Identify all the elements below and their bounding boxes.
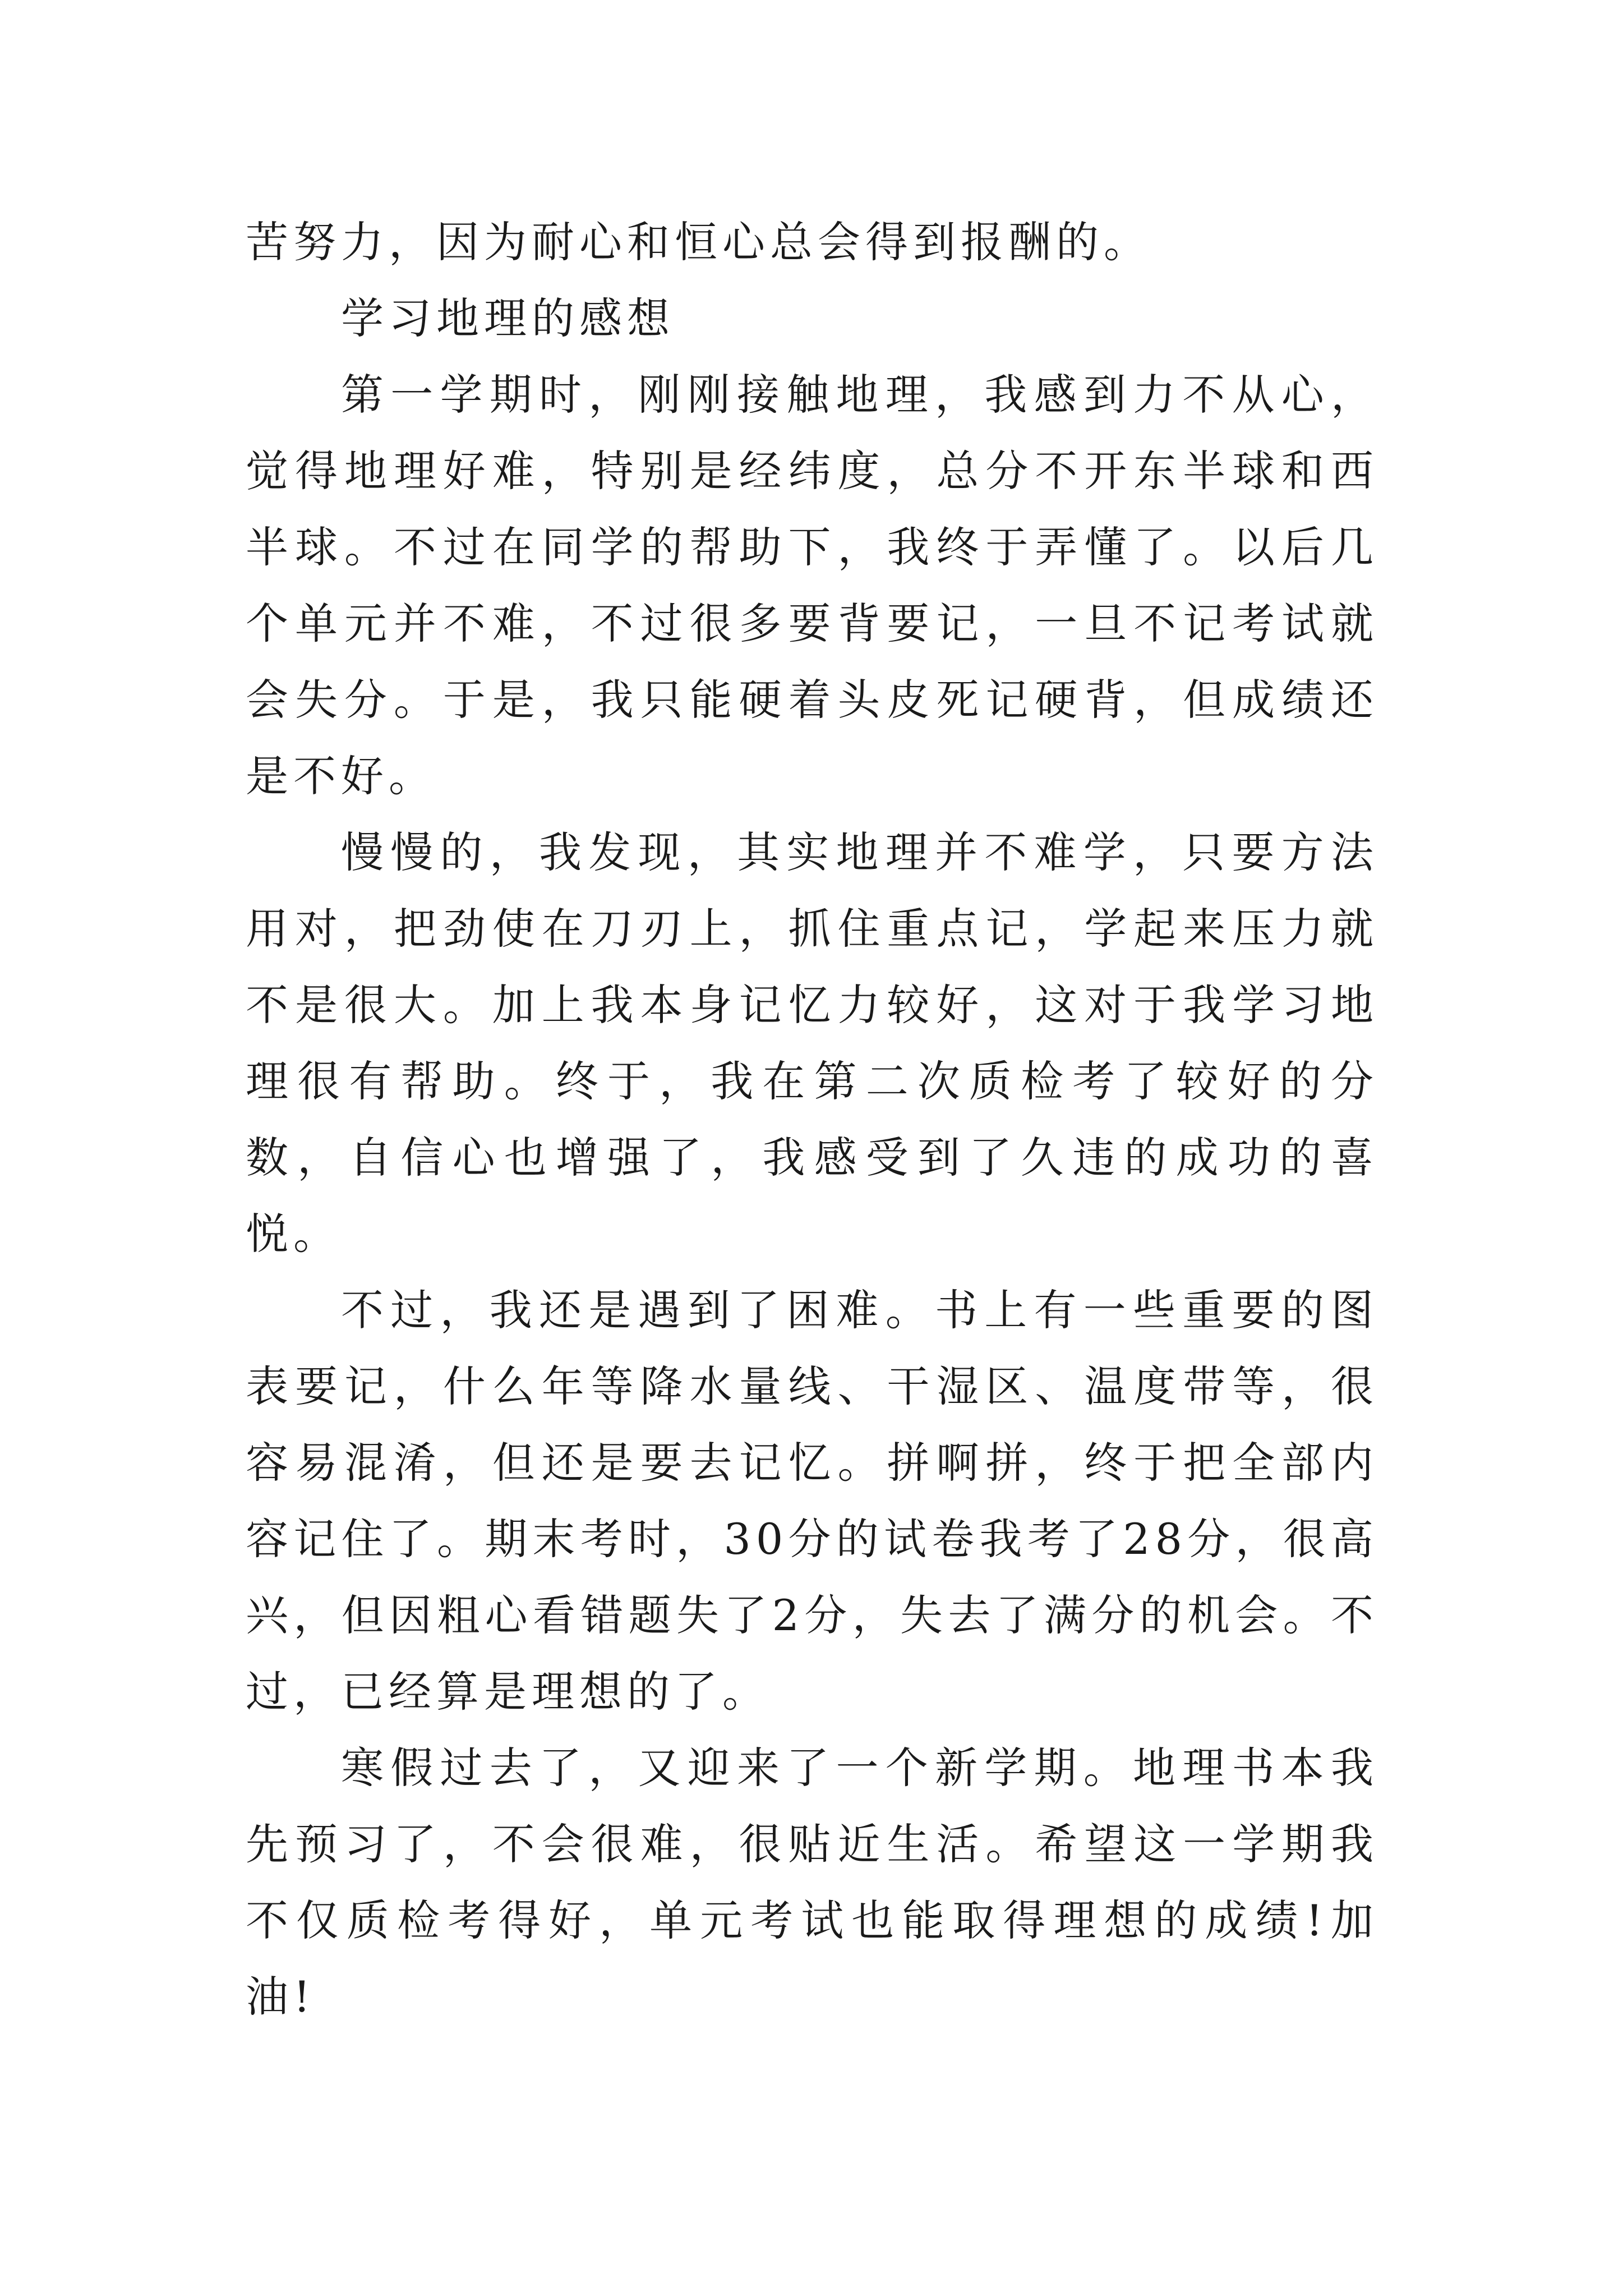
paragraph: 不过，我还是遇到了困难。书上有一些重要的图表要记，什么年等降水量线、干湿区、温度带等，很容易混淆，但还是要去记忆。拼啊拼，终于把全部内容记住了。期末考时，30分的试卷我考了28分，很高兴，但因粗心看错题失了2分，失去了满分的机会。不过，已经算是理想的了。 xyxy=(246,1285,1378,1717)
section-heading: 学习地理的感想 xyxy=(341,293,675,343)
paragraph: 寒假过去了，又迎来了一个新学期。地理书本我先预习了，不会很难，很贴近生活。希望这一学期我不仅质检考得好，单元考试也能取得理想的成绩!加油! xyxy=(246,1743,1378,2022)
document-body xyxy=(246,204,1378,2035)
paragraph: 第一学期时，刚刚接触地理，我感到力不从心，觉得地理好难，特别是经纬度，总分不开东半球和西半球。不过在同学的帮助下，我终于弄懂了。以后几个单元并不难，不过很多要背要记，一旦不记考试就会失分。于是，我只能硬着头皮死记硬背，但成绩还是不好。 xyxy=(246,370,1378,801)
paragraph-continuation: 苦努力，因为耐心和恒心总会得到报酬的。 xyxy=(246,217,1151,267)
paragraph: 慢慢的，我发现，其实地理并不难学，只要方法用对，把劲使在刀刃上，抓住重点记，学起来压力就不是很大。加上我本身记忆力较好，这对于我学习地理很有帮助。终于，我在第二次质检考了较好的分数，自信心也增强了，我感受到了久违的成功的喜悦。 xyxy=(246,827,1378,1259)
